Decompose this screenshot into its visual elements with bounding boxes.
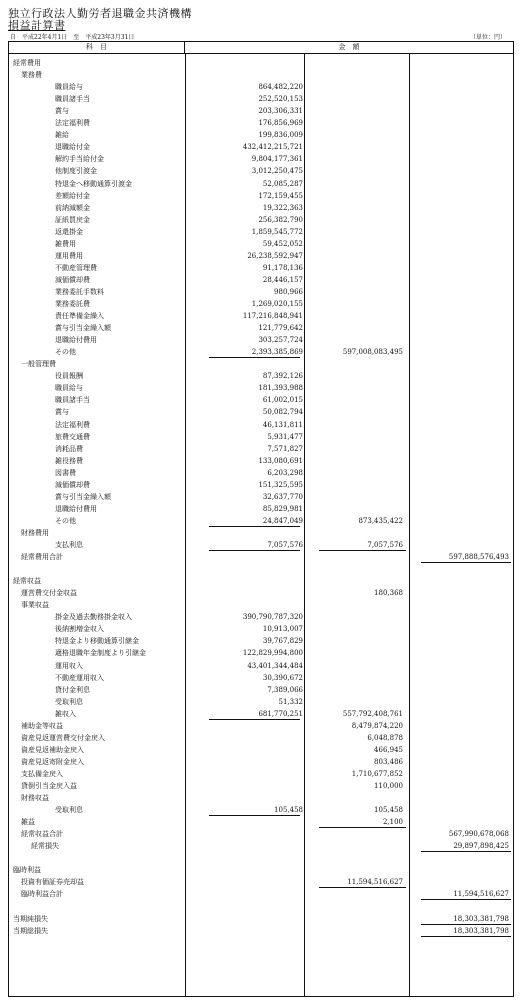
row-label: 消耗品費 (55, 444, 83, 453)
amount-v1: 5,931,477 (267, 432, 303, 441)
amount-v1: 203,306,331 (258, 107, 303, 116)
amount-v2: 110,000 (374, 782, 403, 790)
row-label: 不動産管理費 (55, 263, 97, 272)
amount-v1: 9,804,177,361 (251, 155, 303, 164)
amount-v2: 557,792,408,761 (342, 709, 403, 718)
row-label: 職員給与 (55, 83, 83, 92)
row-label: 掛金及過去勤務掛金収入 (55, 613, 132, 622)
row-label: 運用費用 (55, 251, 83, 260)
row-label: 資産見返寄附金戻入 (21, 757, 84, 766)
statement-row (9, 298, 513, 310)
statement-row (9, 346, 513, 358)
statement-row (9, 732, 513, 744)
amount-v2: 180,368 (374, 589, 403, 598)
row-label: 一般管理費 (21, 360, 56, 369)
amount-v1: 43,401,344,484 (247, 661, 303, 670)
row-label: 業務委託手数料 (55, 287, 104, 296)
row-label: 財務収益 (21, 794, 49, 803)
amount-column-header: 金 額 (184, 41, 514, 54)
amount-v3: 18,303,381,798 (453, 914, 509, 923)
row-label: 賞与引当金繰入額 (55, 324, 111, 333)
amount-v1: 681,770,251 (258, 709, 303, 718)
statement-row (9, 744, 513, 756)
statement-row (9, 57, 513, 69)
amount-v1: 390,790,787,320 (242, 613, 303, 622)
row-label: 運営費交付金収益 (21, 589, 77, 598)
statement-row (9, 635, 513, 647)
statement-row (9, 394, 513, 406)
row-label: 財務費用 (21, 528, 49, 537)
amount-v1: 864,482,220 (258, 83, 303, 92)
statement-row (9, 105, 513, 117)
statement-row (9, 153, 513, 165)
statement-row (9, 672, 513, 684)
statement-row (9, 720, 513, 732)
amount-v2: 6,048,878 (367, 733, 403, 742)
row-label: 賞与 (55, 107, 69, 116)
statement-row (9, 660, 513, 672)
amount-v1: 26,238,592,947 (247, 251, 303, 260)
amount-v1: 51,332 (278, 697, 303, 706)
statement-row (9, 370, 513, 382)
statement-row (9, 455, 513, 467)
statement-row (9, 864, 513, 876)
statement-row (9, 503, 513, 515)
statement-row (9, 178, 513, 190)
row-label: 資産見返運営費交付金戻入 (21, 733, 105, 742)
row-label: 臨時利益 (13, 866, 41, 875)
row-label: 当期総損失 (13, 926, 48, 935)
statement-row (9, 925, 513, 937)
statement-row (9, 587, 513, 599)
row-label: 支払備金戻入 (21, 769, 63, 778)
row-label: 不動産運用収入 (55, 673, 104, 682)
statement-row (9, 768, 513, 780)
row-label: 特退金より移動通算引継金 (55, 637, 139, 646)
amount-v1: 181,393,988 (258, 384, 303, 393)
amount-v1: 121,779,642 (258, 324, 303, 333)
statement-row (9, 274, 513, 286)
row-label: 職員給与 (55, 384, 83, 393)
fiscal-period: 自 平成22年4月1日 至 平成23年3月31日 (10, 34, 135, 41)
statement-row (9, 623, 513, 635)
statement-row (9, 406, 513, 418)
row-label: 業務費 (21, 71, 42, 80)
amount-v1: 1,269,020,155 (251, 300, 303, 308)
statement-row (9, 708, 513, 720)
amount-v1: 46,131,811 (262, 420, 303, 429)
amount-v3: 29,897,898,425 (453, 842, 509, 851)
amount-v1: 3,012,250,475 (251, 167, 303, 176)
amount-v1: 50,082,794 (262, 408, 303, 417)
amount-v1: 7,389,066 (267, 685, 303, 694)
statement-row (9, 262, 513, 274)
row-label: 雑役務費 (55, 456, 83, 465)
row-label: 減価償却費 (55, 480, 90, 489)
row-label: 法定福利費 (55, 119, 90, 128)
statement-row (9, 599, 513, 611)
amount-v1: 87,392,126 (262, 372, 303, 381)
statement-row (9, 419, 513, 431)
statement-row (9, 647, 513, 659)
statement-table (8, 53, 514, 997)
row-label: 当期純損失 (13, 914, 48, 923)
statement-row (9, 515, 513, 527)
amount-v1: 6,203,298 (267, 468, 303, 477)
amount-v1: 59,452,052 (262, 239, 303, 248)
amount-v1: 1,859,545,772 (251, 227, 303, 236)
amount-v3: 597,888,576,493 (448, 553, 509, 562)
statement-title: 損益計算書 (8, 19, 66, 32)
row-label: 差額給付金 (55, 191, 90, 200)
statement-row (9, 563, 513, 575)
statement-row (9, 491, 513, 503)
amount-v1: 28,446,157 (262, 275, 303, 284)
statement-row (9, 93, 513, 105)
row-label: 職員諸手当 (55, 95, 90, 104)
statement-row (9, 467, 513, 479)
amount-v2: 466,945 (374, 745, 403, 754)
statement-row (9, 226, 513, 238)
row-label: 後納割増金収入 (55, 625, 104, 634)
amount-v2: 2,100 (382, 818, 403, 827)
amount-v1: 199,836,009 (258, 131, 303, 140)
row-label: 経常損失 (31, 842, 59, 851)
amount-v2: 8,479,874,220 (351, 721, 403, 730)
statement-row (9, 696, 513, 708)
row-label: 支払利息 (55, 541, 83, 549)
subject-column-header: 科 目 (8, 41, 185, 54)
statement-row (9, 322, 513, 334)
amount-v3: 11,594,516,627 (453, 890, 509, 899)
amount-v1: 151,325,595 (258, 480, 303, 489)
statement-row (9, 876, 513, 888)
amount-v1: 252,520,153 (258, 95, 303, 104)
row-label: 特退金へ移動通算引渡金 (55, 179, 132, 188)
amount-v1: 30,390,672 (262, 673, 303, 682)
statement-row (9, 286, 513, 298)
row-label: その他 (55, 348, 76, 357)
amount-v1: 52,085,287 (262, 179, 303, 188)
row-label: 適格退職年金制度より引継金 (55, 649, 146, 658)
row-label: 退職給付費用 (55, 336, 97, 345)
row-label: 図書費 (55, 468, 76, 477)
row-label: 事業収益 (21, 601, 49, 610)
row-label: 退職給付金 (55, 143, 90, 152)
statement-row (9, 551, 513, 563)
amount-v1: 172,159,455 (258, 191, 303, 200)
amount-v1: 7,571,827 (267, 444, 303, 453)
row-label: 投資有価証券売却益 (21, 878, 84, 887)
row-label: 賞与引当金繰入額 (55, 492, 111, 501)
amount-v1: 19,322,363 (262, 203, 303, 212)
amount-v2: 1,710,677,852 (351, 769, 403, 778)
amount-v1: 303,257,724 (258, 336, 303, 345)
amount-v2: 597,008,083,495 (342, 348, 403, 357)
organization-name: 独立行政法人勤労者退職金共済機構 (8, 7, 192, 20)
statement-row (9, 780, 513, 792)
amount-v1: 91,178,136 (262, 263, 303, 272)
row-label: 経常収益 (13, 577, 41, 586)
row-label: 証紙買戻金 (55, 215, 90, 224)
row-label: 経常費用合計 (21, 553, 63, 562)
statement-row (9, 852, 513, 864)
amount-v1: 7,057,576 (267, 541, 303, 549)
amount-v1: 32,637,770 (262, 492, 303, 501)
row-label: 補助金等収益 (21, 721, 63, 730)
statement-row (9, 828, 513, 840)
row-label: 業務委託費 (55, 300, 90, 308)
statement-row (9, 129, 513, 141)
statement-row (9, 804, 513, 816)
amount-v2: 7,057,576 (367, 541, 403, 549)
statement-row (9, 238, 513, 250)
statement-row (9, 913, 513, 925)
statement-row (9, 575, 513, 587)
amount-v1: 39,767,829 (262, 637, 303, 646)
row-label: 返還掛金 (55, 227, 83, 236)
row-label: 責任準備金繰入 (55, 312, 104, 321)
amount-v1: 432,412,215,721 (242, 143, 303, 152)
amount-v1: 85,829,981 (262, 504, 303, 513)
statement-row (9, 901, 513, 913)
statement-row (9, 382, 513, 394)
row-label: 受取利息 (55, 806, 83, 815)
row-label: 前納減額金 (55, 203, 90, 212)
statement-row (9, 611, 513, 623)
amount-v2: 873,435,422 (358, 516, 403, 525)
row-label: 賞与 (55, 408, 69, 417)
statement-row (9, 684, 513, 696)
row-label: 臨時利益合計 (21, 890, 63, 899)
amount-v3: 18,303,381,798 (453, 926, 509, 935)
row-label: 経常収益合計 (21, 830, 63, 839)
statement-row (9, 190, 513, 202)
statement-row (9, 69, 513, 81)
amount-v1: 176,856,969 (258, 119, 303, 128)
statement-row (9, 431, 513, 443)
row-label: 貸倒引当金戻入益 (21, 782, 77, 790)
row-label: 法定福利費 (55, 420, 90, 429)
amount-v1: 105,458 (274, 806, 303, 815)
statement-row (9, 141, 513, 153)
row-label: 他制度引渡金 (55, 167, 97, 176)
row-label: 雑益 (21, 818, 35, 827)
subtotal-rule (421, 936, 511, 937)
row-label: 資産見返補助金戻入 (21, 745, 84, 754)
amount-v1: 61,002,015 (262, 396, 303, 405)
currency-unit: （単位：円） (469, 34, 506, 41)
amount-v2: 803,486 (374, 757, 403, 766)
statement-row (9, 165, 513, 177)
row-label: 減価償却費 (55, 275, 90, 284)
statement-row (9, 334, 513, 346)
statement-row (9, 792, 513, 804)
statement-row (9, 81, 513, 93)
row-label: 退職給付費用 (55, 504, 97, 513)
statement-row (9, 310, 513, 322)
amount-v1: 980,966 (274, 287, 303, 296)
amount-v1: 122,829,994,800 (242, 649, 303, 658)
statement-row (9, 214, 513, 226)
amount-v1: 256,382,790 (258, 215, 303, 224)
statement-row (9, 840, 513, 852)
amount-v2: 11,594,516,627 (347, 878, 403, 887)
row-label: その他 (55, 516, 76, 525)
amount-v2: 105,458 (374, 806, 403, 815)
amount-v3: 567,990,678,068 (448, 830, 509, 839)
amount-v1: 10,913,007 (262, 625, 303, 634)
amount-v1: 133,080,691 (258, 456, 303, 465)
statement-row (9, 888, 513, 900)
amount-v1: 24,847,049 (262, 516, 303, 525)
statement-row (9, 358, 513, 370)
amount-v1: 117,216,848,941 (242, 312, 303, 321)
row-label: 運用収入 (55, 661, 83, 670)
statement-row (9, 756, 513, 768)
row-label: 雑費用 (55, 239, 76, 248)
row-label: 解約手当給付金 (55, 155, 104, 164)
statement-row (9, 443, 513, 455)
amount-v1: 2,393,385,869 (251, 348, 303, 357)
statement-row (9, 539, 513, 551)
row-label: 受取利息 (55, 697, 83, 706)
statement-row (9, 202, 513, 214)
row-label: 貸付金利息 (55, 685, 90, 694)
row-label: 雑給 (55, 131, 69, 140)
row-label: 雑収入 (55, 709, 76, 718)
statement-row (9, 250, 513, 262)
statement-row (9, 816, 513, 828)
row-label: 経常費用 (13, 59, 41, 67)
row-label: 旅費交通費 (55, 432, 90, 441)
row-label: 職員諸手当 (55, 396, 90, 405)
row-label: 役員報酬 (55, 372, 83, 381)
statement-row (9, 527, 513, 539)
statement-row (9, 479, 513, 491)
statement-row (9, 117, 513, 129)
